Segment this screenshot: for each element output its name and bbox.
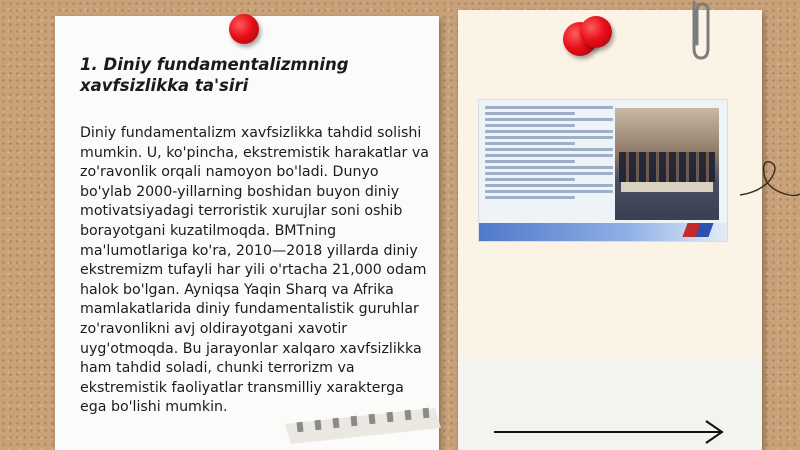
decorative-string [740, 150, 800, 210]
pushpin-icon [229, 14, 259, 44]
paperclip-icon [686, 0, 716, 62]
left-note-paper [55, 16, 439, 450]
thumbnail-text-lines [485, 106, 613, 202]
flag-shape [682, 223, 713, 237]
slide-body-text: Diniy fundamentalizm xavfsizlikka tahdid solishi mumkin. U, ko'pincha, ekstremistik harakatlar va zo'ravonlik orqali namoyon bo'ladi. Dunyo bo'ylab 2000-yillarning boshidan buyon diniy motivatsiyadagi terroristik xurujlar soni oshib borayotgani kuzatilmoqda. BMTning ma'lumotlariga ko'ra, 2010—2018 yillarda diniy ekstremizm tufayli har yili o'rtacha 21,000 odam halok bo'lgan. Ayniqsa Yaqin Sharq va Afrika mamlakatlarida diniy fundamentalistik guruhlar zo'ravonlikni avj oldirayotgani xavotir uyg'otmoqda. Bu jarayonlar xalqaro xavfsizlikka ham tahdid soladi, chunki terrorizm va ekstremistik faoliyatlar transmilliy xarakterga ega bo'lishi mumkin. [80, 125, 429, 416]
meeting-photo [615, 108, 719, 220]
thumbnail-blue-band [479, 223, 727, 241]
arrow-right-icon [494, 420, 726, 446]
pushpin-icon [580, 16, 612, 48]
slide-title: 1. Diniy fundamentalizmning xavfsizlikka ta'siri [80, 55, 349, 95]
slide-thumbnail-image [478, 99, 728, 242]
torn-tape-strip [285, 402, 445, 442]
